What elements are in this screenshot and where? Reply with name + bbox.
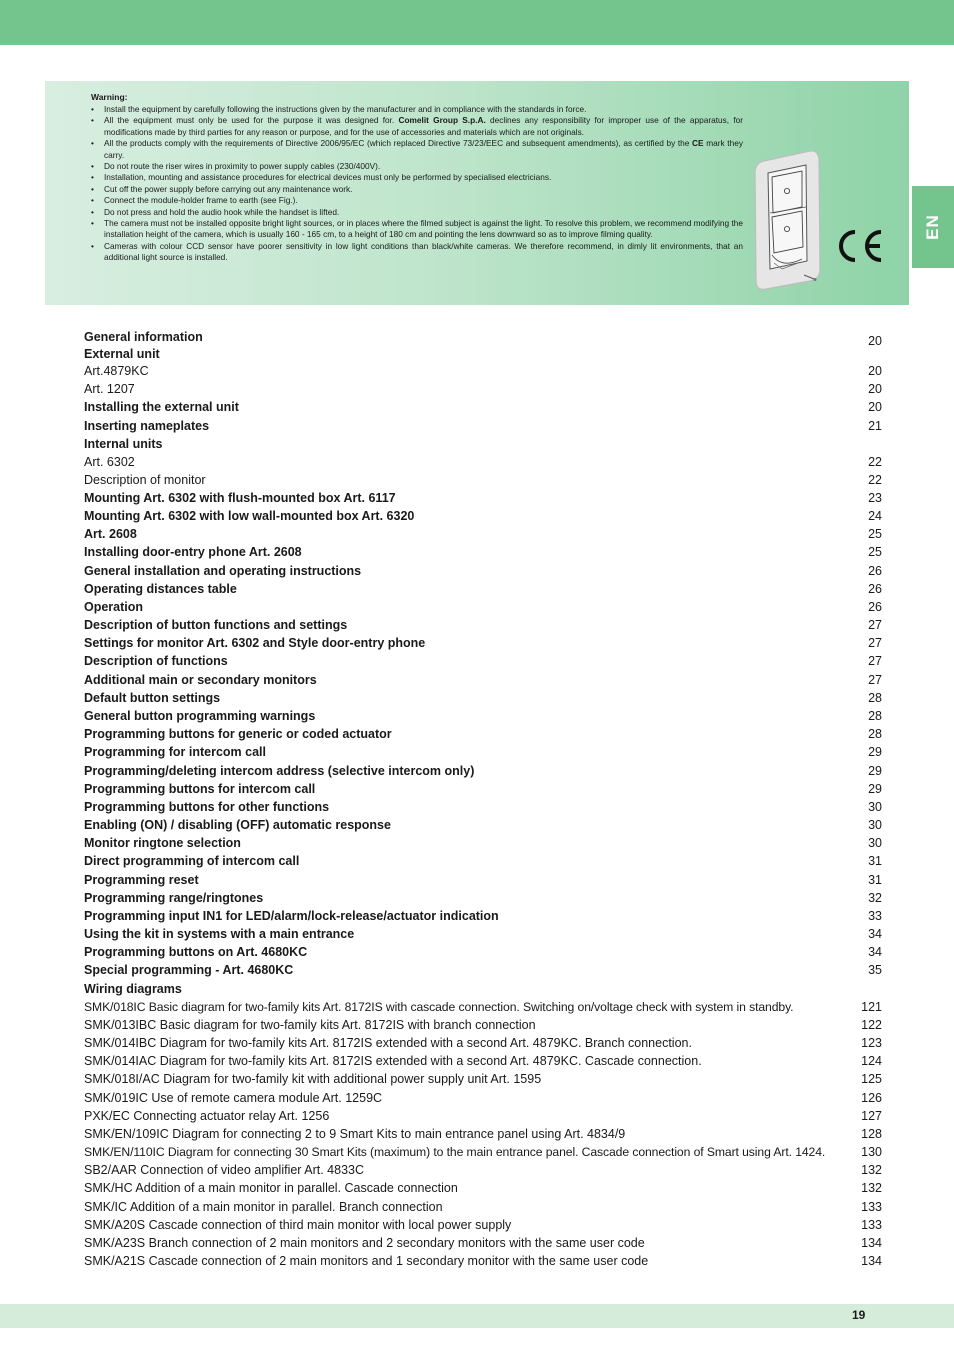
toc-entry[interactable] [84, 852, 882, 870]
toc-entry[interactable] [84, 380, 882, 398]
toc-entry-page: 130 [861, 1145, 882, 1159]
toc-entry-page: 28 [868, 727, 882, 741]
toc-entry-page: 128 [861, 1127, 882, 1141]
toc-entry[interactable] [84, 1125, 882, 1143]
toc-entry-title: Installing the external unit [84, 400, 239, 414]
toc-entry[interactable] [84, 907, 882, 925]
toc-entry[interactable] [84, 1198, 882, 1216]
toc-entry-title: Mounting Art. 6302 with flush-mounted box Art. 6117 [84, 491, 396, 505]
toc-entry-page: 25 [868, 527, 882, 541]
toc-entry-title: SB2/AAR Connection of video amplifier Art. 4833C [84, 1163, 365, 1177]
toc-entry-page: 23 [868, 491, 882, 505]
toc-entry[interactable] [84, 925, 882, 943]
toc-entry-title: Wiring diagrams [84, 982, 182, 996]
toc-entry-title: Programming buttons for other functions [84, 800, 330, 814]
toc-entry-page: 27 [868, 654, 882, 668]
toc-entry-page: 22 [868, 473, 882, 487]
toc-entry-page: 134 [861, 1236, 882, 1250]
toc-entry-title: SMK/A20S Cascade connection of third main monitor with local power supply [84, 1218, 512, 1232]
toc-entry-page: 134 [861, 1254, 882, 1268]
toc-entry[interactable] [84, 743, 882, 761]
toc-entry-page: 25 [868, 545, 882, 559]
toc-entry-page: 121 [861, 1000, 882, 1014]
toc-entry[interactable] [84, 616, 882, 634]
toc-entry-title: Description of functions [84, 654, 228, 668]
toc-entry-title: Operating distances table [84, 582, 237, 596]
toc-entry-title: Inserting nameplates [84, 419, 210, 433]
toc-entry-page: 34 [868, 927, 882, 941]
toc-entry-title: Programming reset [84, 873, 199, 887]
toc-entry-page: 26 [868, 582, 882, 596]
toc-entry-page: 30 [868, 818, 882, 832]
toc-entry-page: 127 [861, 1109, 882, 1123]
toc-entry-title: SMK/013IBC Basic diagram for two-family kits Art. 8172IS with branch connection [84, 1018, 536, 1032]
toc-entry-title: Monitor ringtone selection [84, 836, 241, 850]
toc-entry-title: General button programming warnings [84, 709, 316, 723]
toc-entry-title: General information [84, 330, 203, 344]
toc-entry-title: Art. 1207 [84, 382, 135, 396]
toc-entry[interactable] [84, 816, 882, 834]
toc-entry-page: 20 [868, 364, 882, 378]
toc-entry[interactable] [84, 1034, 882, 1052]
toc-entry-title: External unit [84, 347, 160, 361]
toc-entry[interactable] [84, 780, 882, 798]
toc-entry[interactable] [84, 1070, 882, 1088]
toc-entry-page: 132 [861, 1163, 882, 1177]
toc-entry[interactable] [84, 328, 882, 346]
toc-entry-title: Mounting Art. 6302 with low wall-mounted box Art. 6320 [84, 509, 415, 523]
toc-entry-page: 32 [868, 891, 882, 905]
toc-entry[interactable] [84, 652, 882, 670]
toc-entry-page: 22 [868, 455, 882, 469]
toc-entry[interactable] [84, 871, 882, 889]
language-tab-en [912, 186, 954, 268]
toc-entry-title: Installing door-entry phone Art. 2608 [84, 545, 302, 559]
toc-entry[interactable] [84, 762, 882, 780]
toc-entry-title: SMK/HC Addition of a main monitor in parallel. Cascade connection [84, 1181, 458, 1195]
toc-entry-title: Description of button functions and settings [84, 618, 348, 632]
toc-entry[interactable] [84, 1179, 882, 1197]
toc-entry[interactable] [84, 1216, 882, 1234]
toc-entry-page: 20 [868, 334, 882, 348]
toc-entry-page: 30 [868, 836, 882, 850]
toc-entry-title: Programming buttons for generic or coded actuator [84, 727, 392, 741]
toc-entry[interactable] [84, 1089, 882, 1107]
toc-entry[interactable] [84, 1252, 882, 1270]
toc-entry-title: SMK/EN/110IC Diagram for connecting 30 Smart Kits (maximum) to the main entrance panel. Cascade connection of Smart using Art. 1424. [84, 1145, 826, 1159]
toc-entry[interactable] [84, 707, 882, 725]
warning-item: • Do not route the riser wires in proximity to power supply cables (230/400V). [91, 161, 743, 172]
toc-entry-title: SMK/019IC Use of remote camera module Art. 1259C [84, 1091, 383, 1105]
toc-entry-title: General installation and operating instructions [84, 564, 362, 578]
language-tab-label: EN [923, 214, 942, 240]
toc-entry-page: 20 [868, 400, 882, 414]
toc-entry-title: Programming input IN1 for LED/alarm/lock-release/actuator indication [84, 909, 499, 923]
toc-entry[interactable] [84, 961, 882, 979]
toc-entry-title: PXK/EC Connecting actuator relay Art. 1256 [84, 1109, 330, 1123]
toc-entry-title: SMK/A21S Cascade connection of 2 main monitors and 1 secondary monitor with the same user code [84, 1254, 649, 1268]
warning-box [45, 81, 909, 305]
toc-entry[interactable] [84, 725, 882, 743]
toc-entry[interactable] [84, 1107, 882, 1125]
warning-item: • Cameras with colour CCD sensor have poorer sensitivity in low light conditions than black/white cameras. We therefore recommend, in dimly lit environments, that an additional light source is installed. [91, 241, 743, 264]
toc-entry[interactable] [84, 998, 882, 1016]
toc-entry[interactable] [84, 471, 882, 489]
toc-entry[interactable] [84, 398, 882, 416]
toc-entry-page: 28 [868, 709, 882, 723]
warning-item: • Connect the module-holder frame to earth (see Fig.). [91, 195, 743, 206]
toc-entry-title: SMK/018IC Basic diagram for two-family kits Art. 8172IS with cascade connection. Switching on/voltage check with system in standby. [84, 1000, 794, 1014]
warning-item: • All the products comply with the requirements of Directive 2006/95/EC (which replaced Directive 73/23/EEC and subsequent amendments), as certified by the CE mark they carry. [91, 138, 743, 161]
toc-entry[interactable] [84, 345, 882, 363]
toc-entry[interactable] [84, 580, 882, 598]
toc-entry-title: Programming buttons on Art. 4680KC [84, 945, 308, 959]
toc-entry-page: 27 [868, 618, 882, 632]
toc-entry[interactable] [84, 980, 882, 998]
toc-entry[interactable] [84, 634, 882, 652]
toc-entry-title: SMK/014IBC Diagram for two-family kits Art. 8172IS extended with a second Art. 4879KC. Branch connection. [84, 1036, 692, 1050]
footer-bar [0, 1304, 954, 1328]
toc-entry-title: Special programming - Art. 4680KC [84, 963, 294, 977]
toc-entry-page: 133 [861, 1200, 882, 1214]
toc-entry[interactable] [84, 507, 882, 525]
toc-entry-page: 31 [868, 873, 882, 887]
warning-item: • Install the equipment by carefully following the instructions given by the manufacturer and in compliance with the standards in force. [91, 104, 743, 115]
toc-entry-title: SMK/IC Addition of a main monitor in parallel. Branch connection [84, 1200, 443, 1214]
toc-entry[interactable] [84, 489, 882, 507]
toc-entry-page: 26 [868, 564, 882, 578]
toc-entry[interactable] [84, 598, 882, 616]
toc-entry-page: 35 [868, 963, 882, 977]
toc-entry[interactable] [84, 798, 882, 816]
toc-entry[interactable] [84, 543, 882, 561]
toc-entry-page: 29 [868, 764, 882, 778]
toc-entry-title: Enabling (ON) / disabling (OFF) automatic response [84, 818, 391, 832]
toc-entry-page: 20 [868, 382, 882, 396]
toc-entry-page: 124 [861, 1054, 882, 1068]
warning-item: • All the equipment must only be used for the purpose it was designed for. Comelit Group S.p.A. declines any responsibility for improper use of the apparatus, for modifications made by third parties for any reason or purpose, and for the use of accessories and materials which are not originals. [91, 115, 743, 138]
toc-entry[interactable] [84, 1016, 882, 1034]
toc-entry-page: 132 [861, 1181, 882, 1195]
toc-entry-title: Art. 2608 [84, 527, 137, 541]
warning-item: • The camera must not be installed opposite bright light sources, or in places where the filmed subject is against the light. To resolve this problem, we recommend modifying the installation height of the camera, which is usually 160 - 165 cm, to a height of 180 cm and pointing the lens downward so as to improve filming quality. [91, 218, 743, 241]
toc-entry[interactable] [84, 362, 882, 380]
toc-entry-title: Settings for monitor Art. 6302 and Style door-entry phone [84, 636, 426, 650]
toc-entry-page: 27 [868, 673, 882, 687]
toc-entry[interactable] [84, 525, 882, 543]
toc-entry-page: 122 [861, 1018, 882, 1032]
toc-entry-title: SMK/EN/109IC Diagram for connecting 2 to 9 Smart Kits to main entrance panel using Art. 4834/9 [84, 1127, 626, 1141]
toc-entry-title: Programming for intercom call [84, 745, 266, 759]
toc-entry-title: Programming/deleting intercom address (selective intercom only) [84, 764, 475, 778]
toc-entry-title: Art.4879KC [84, 364, 149, 378]
toc-entry-page: 21 [868, 419, 882, 433]
toc-entry-title: Using the kit in systems with a main entrance [84, 927, 355, 941]
toc-entry[interactable] [84, 1234, 882, 1252]
warning-item: • Cut off the power supply before carrying out any maintenance work. [91, 184, 743, 195]
toc-entry-page: 125 [861, 1072, 882, 1086]
toc-entry-title: Art. 6302 [84, 455, 135, 469]
warning-item: • Installation, mounting and assistance procedures for electrical devices must only be performed by specialised electricians. [91, 172, 743, 183]
toc-entry-page: 30 [868, 800, 882, 814]
toc-entry-title: SMK/A23S Branch connection of 2 main monitors and 2 secondary monitors with the same user code [84, 1236, 645, 1250]
toc-entry-title: Direct programming of intercom call [84, 854, 300, 868]
toc-entry-page: 29 [868, 782, 882, 796]
toc-entry-page: 133 [861, 1218, 882, 1232]
warning-list [91, 104, 743, 264]
toc-entry-title: Programming buttons for intercom call [84, 782, 316, 796]
toc-entry-page: 26 [868, 600, 882, 614]
toc-entry-page: 31 [868, 854, 882, 868]
toc-entry-page: 34 [868, 945, 882, 959]
toc-entry-title: Additional main or secondary monitors [84, 673, 317, 687]
toc-entry-page: 27 [868, 636, 882, 650]
toc-entry[interactable] [84, 1052, 882, 1070]
toc-entry-title: Operation [84, 600, 144, 614]
ce-mark-icon [835, 228, 887, 264]
toc-entry[interactable] [84, 417, 882, 435]
toc-entry[interactable] [84, 834, 882, 852]
toc-entry[interactable] [84, 435, 882, 453]
toc-entry-page: 126 [861, 1091, 882, 1105]
toc-entry-title: SMK/018I/AC Diagram for two-family kit with additional power supply unit Art. 1595 [84, 1072, 542, 1086]
toc-entry[interactable] [84, 1143, 882, 1161]
toc-entry[interactable] [84, 889, 882, 907]
toc-entry-page: 28 [868, 691, 882, 705]
warning-item: • Do not press and hold the audio hook while the handset is lifted. [91, 207, 743, 218]
toc-entry[interactable] [84, 671, 882, 689]
toc-entry-page: 24 [868, 509, 882, 523]
toc-entry[interactable] [84, 453, 882, 471]
toc-entry-title: Default button settings [84, 691, 221, 705]
module-holder-frame-illustration [752, 151, 822, 291]
toc-entry-title: Internal units [84, 437, 163, 451]
toc-entry-title: SMK/014IAC Diagram for two-family kits Art. 8172IS extended with a second Art. 4879KC. Cascade connection. [84, 1054, 702, 1068]
toc-entry[interactable] [84, 1161, 882, 1179]
toc-entry-title: Description of monitor [84, 473, 206, 487]
toc-entry-title: Programming range/ringtones [84, 891, 264, 905]
toc-entry[interactable] [84, 562, 882, 580]
toc-entry[interactable] [84, 689, 882, 707]
toc-entry-page: 33 [868, 909, 882, 923]
header-bar [0, 0, 954, 45]
toc-entry-page: 29 [868, 745, 882, 759]
page-number: 19 [852, 1308, 866, 1322]
toc-entry[interactable] [84, 943, 882, 961]
toc-entry-page: 123 [861, 1036, 882, 1050]
warning-title: Warning: [91, 92, 128, 102]
